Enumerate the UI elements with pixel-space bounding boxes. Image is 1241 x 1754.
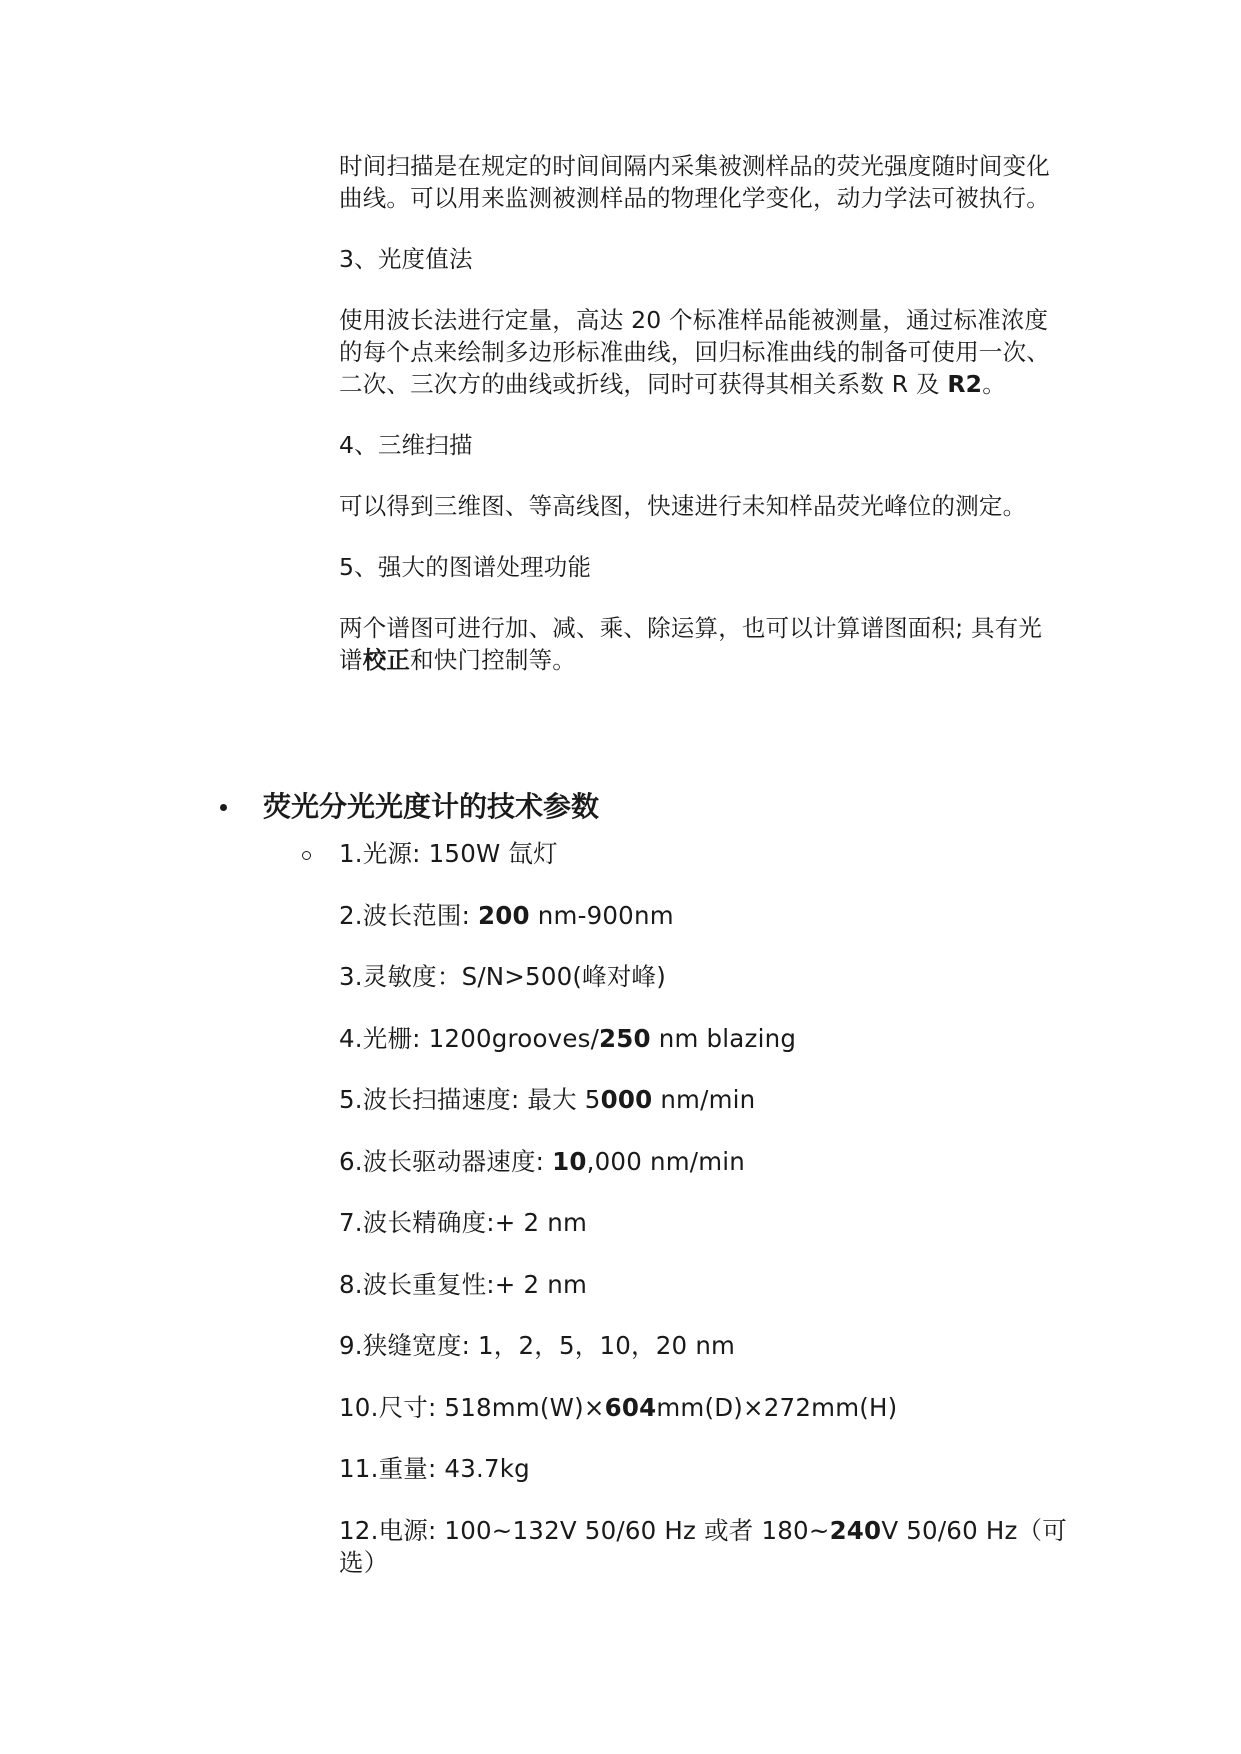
circle-bullet-icon	[302, 851, 311, 860]
text-run: 使用波长法进行定量，高达 20 个标准样品能被测量，通过标准浓度的每个点来绘制多边形标准曲线，回归标准曲线的制备可使用一次、二次、三次方的曲线或折线，同时可获得其相关系数 R 及	[339, 306, 1050, 398]
spec-text: 3.灵敏度：S/N>500(峰对峰)	[339, 962, 667, 991]
spec-bold: 200	[478, 900, 530, 930]
spec-text: 6.波长驱动器速度:	[339, 1146, 553, 1176]
spec-list	[339, 838, 1079, 1608]
text-run: 。	[982, 370, 1006, 398]
paragraph-time-scan: 时间扫描是在规定的时间间隔内采集被测样品的荧光强度随时间变化曲线。可以用来监测被测样品的物理化学变化，动力学法可被执行。	[339, 152, 1050, 212]
spec-bold: 000	[600, 1085, 653, 1114]
spec-item-wavelength-range	[339, 900, 1079, 932]
spec-text: mm(D)×272mm(H)	[656, 1392, 898, 1422]
spec-item-weight	[339, 1453, 1079, 1485]
bold-run: 校正	[362, 646, 411, 674]
paragraph-photometric-method	[339, 304, 1059, 400]
spec-item-repeatability	[339, 1269, 1079, 1301]
spec-item-accuracy	[339, 1207, 1079, 1239]
spec-item-power	[339, 1515, 1079, 1579]
spec-bold: 250	[599, 1023, 651, 1053]
spec-item-dimensions	[339, 1392, 1079, 1424]
spec-text: 11.重量: 43.7kg	[339, 1454, 530, 1483]
spec-item-sensitivity	[339, 961, 1079, 993]
spec-text: V 50/60 Hz（可选）	[339, 1515, 1067, 1577]
paragraph-3d-scan: 可以得到三维图、等高线图，快速进行未知样品荧光峰位的测定。	[339, 492, 1027, 520]
body-text	[339, 150, 1059, 705]
spec-text: nm-900nm	[529, 900, 674, 930]
spec-text: 8.波长重复性:+ 2 nm	[339, 1269, 588, 1299]
spec-text: 2.波长范围:	[339, 900, 479, 930]
heading-spectrum-processing: 5、强大的图谱处理功能	[339, 553, 592, 581]
spec-bold: 10	[552, 1146, 587, 1176]
spec-item-slit-width	[339, 1330, 1079, 1362]
section-heading: 荧光分光光度计的技术参数	[263, 790, 600, 823]
spec-text: 5.波长扫描速度: 最大 5	[339, 1085, 601, 1114]
spec-text: 12.电源: 100~132V 50/60 Hz 或者 180~	[339, 1515, 830, 1545]
heading-3d-scan: 4、三维扫描	[339, 431, 473, 459]
spec-text: ,000 nm/min	[586, 1146, 746, 1176]
spec-text: 10.尺寸: 518mm(W)×	[339, 1392, 605, 1422]
paragraph-spectrum-processing	[339, 612, 1059, 676]
spec-text: 1.光源: 150W 氙灯	[339, 839, 558, 868]
spec-item-light-source	[339, 838, 1079, 870]
bold-run: R2	[947, 370, 983, 398]
heading-photometric-method: 3、光度值法	[339, 245, 473, 273]
text-run: 两个谱图可进行加、减、乘、除运算，也可以计算谱图面积; 具有光谱	[339, 614, 1043, 674]
bullet-dot-icon	[220, 804, 227, 811]
spec-bold: 604	[604, 1392, 657, 1422]
spec-item-grating	[339, 1023, 1079, 1055]
section-heading-row	[220, 788, 1120, 828]
spec-item-drive-speed	[339, 1146, 1079, 1178]
text-run: 和快门控制等。	[410, 646, 577, 674]
spec-text: 4.光栅: 1200grooves/	[339, 1023, 600, 1053]
spec-text: 9.狭缝宽度: 1，2，5，10，20 nm	[339, 1331, 736, 1360]
spec-bold: 240	[829, 1515, 882, 1545]
spec-item-scan-speed	[339, 1084, 1079, 1116]
spec-text: nm blazing	[650, 1023, 797, 1053]
spec-text: nm/min	[652, 1085, 756, 1114]
spec-text: 7.波长精确度:+ 2 nm	[339, 1208, 588, 1237]
